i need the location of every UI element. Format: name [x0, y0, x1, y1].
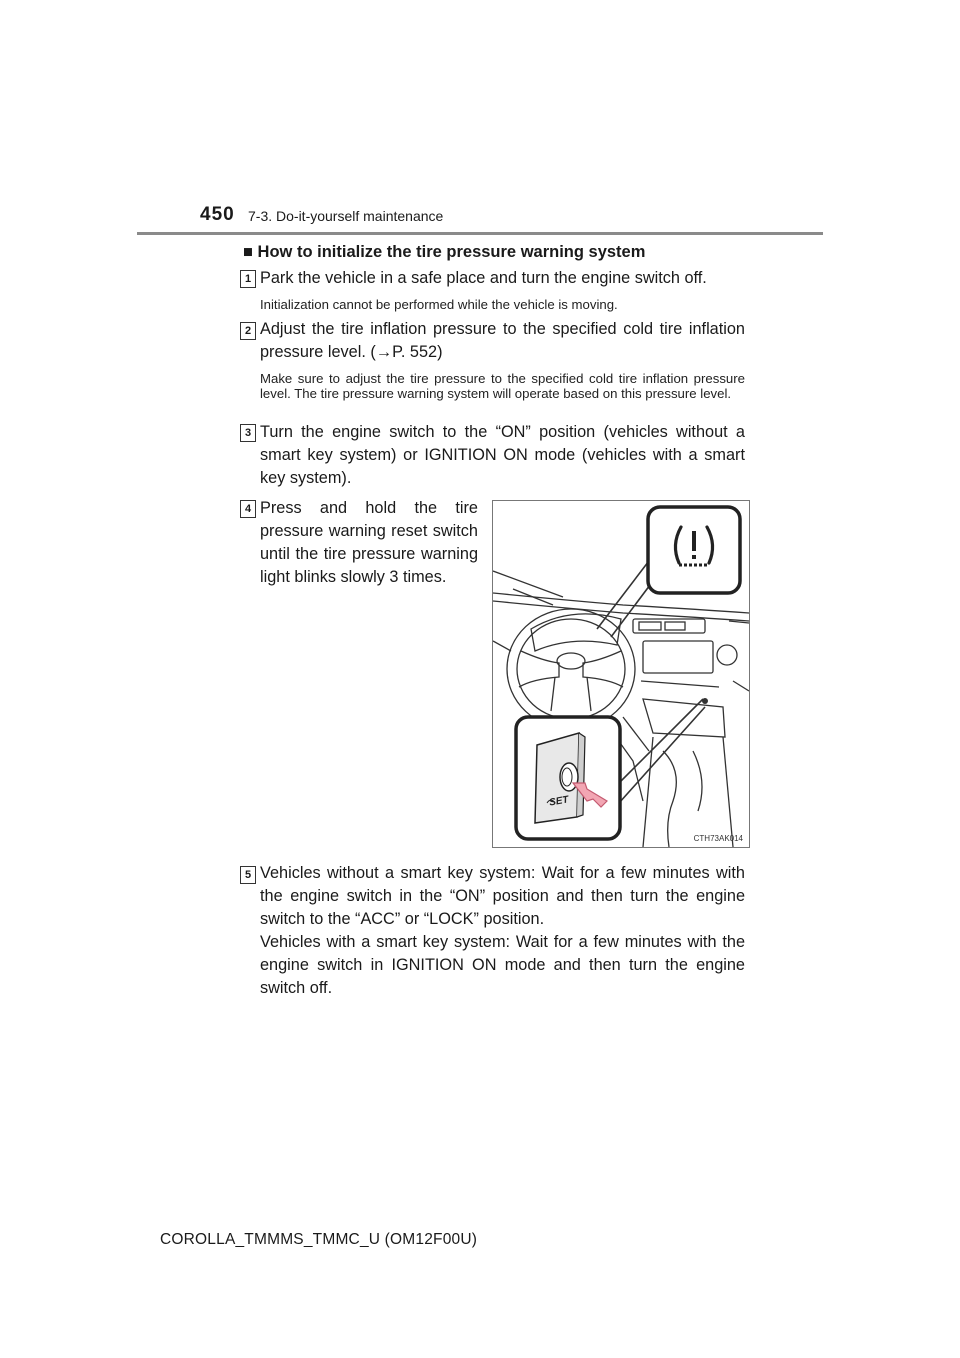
step-1-text: Park the vehicle in a safe place and turn the engine switch off. [260, 269, 707, 287]
step-number-2: 2 [240, 322, 256, 340]
step-5-text-with-smart-key: Vehicles with a smart key system: Wait for a few minutes with the engine switch in IGNITION ON mode and then turn the engine switch off. [260, 933, 745, 997]
subsection-heading: ■ How to initialize the tire pressure warning system [243, 243, 646, 261]
tire-pressure-warning-light-callout [648, 507, 740, 593]
step-number-1: 1 [240, 270, 256, 288]
dashboard-drawing [493, 501, 749, 847]
step-2-note: Make sure to adjust the tire pressure to the specified cold tire inflation pressure level. The tire pressure warning system will operate based on this pressure level. [260, 371, 745, 401]
header-divider [137, 232, 823, 235]
page-number: 450 [200, 204, 235, 225]
figure-code: CTH73AK014 [693, 834, 743, 843]
step-number-4: 4 [240, 500, 256, 518]
document-footer: COROLLA_TMMMS_TMMC_U (OM12F00U) [160, 1231, 478, 1248]
step-2-text: Adjust the tire inflation pressure to the specified cold tire inflation pressure level. (→P. 552) [260, 320, 745, 361]
tire-pressure-reset-switch-callout [516, 717, 620, 839]
dashboard-illustration [492, 500, 750, 848]
set-switch-label: SET [548, 794, 570, 809]
step-1-note: Initialization cannot be performed while the vehicle is moving. [260, 297, 618, 312]
step-4-text: Press and hold the tire pressure warning reset switch until the tire pressure warning light blinks slowly 3 times. [260, 499, 478, 586]
section-title: 7-3. Do-it-yourself maintenance [248, 208, 444, 224]
step-number-3: 3 [240, 424, 256, 442]
step-3-text: Turn the engine switch to the “ON” position (vehicles without a smart key system) or IGNITION ON mode (vehicles with a smart key system). [260, 423, 745, 487]
step-number-5: 5 [240, 866, 256, 884]
step-5-text-without-smart-key: Vehicles without a smart key system: Wait for a few minutes with the engine switch in the “ON” position and then turn the engine switch to the “ACC” or “LOCK” position. [260, 864, 745, 928]
